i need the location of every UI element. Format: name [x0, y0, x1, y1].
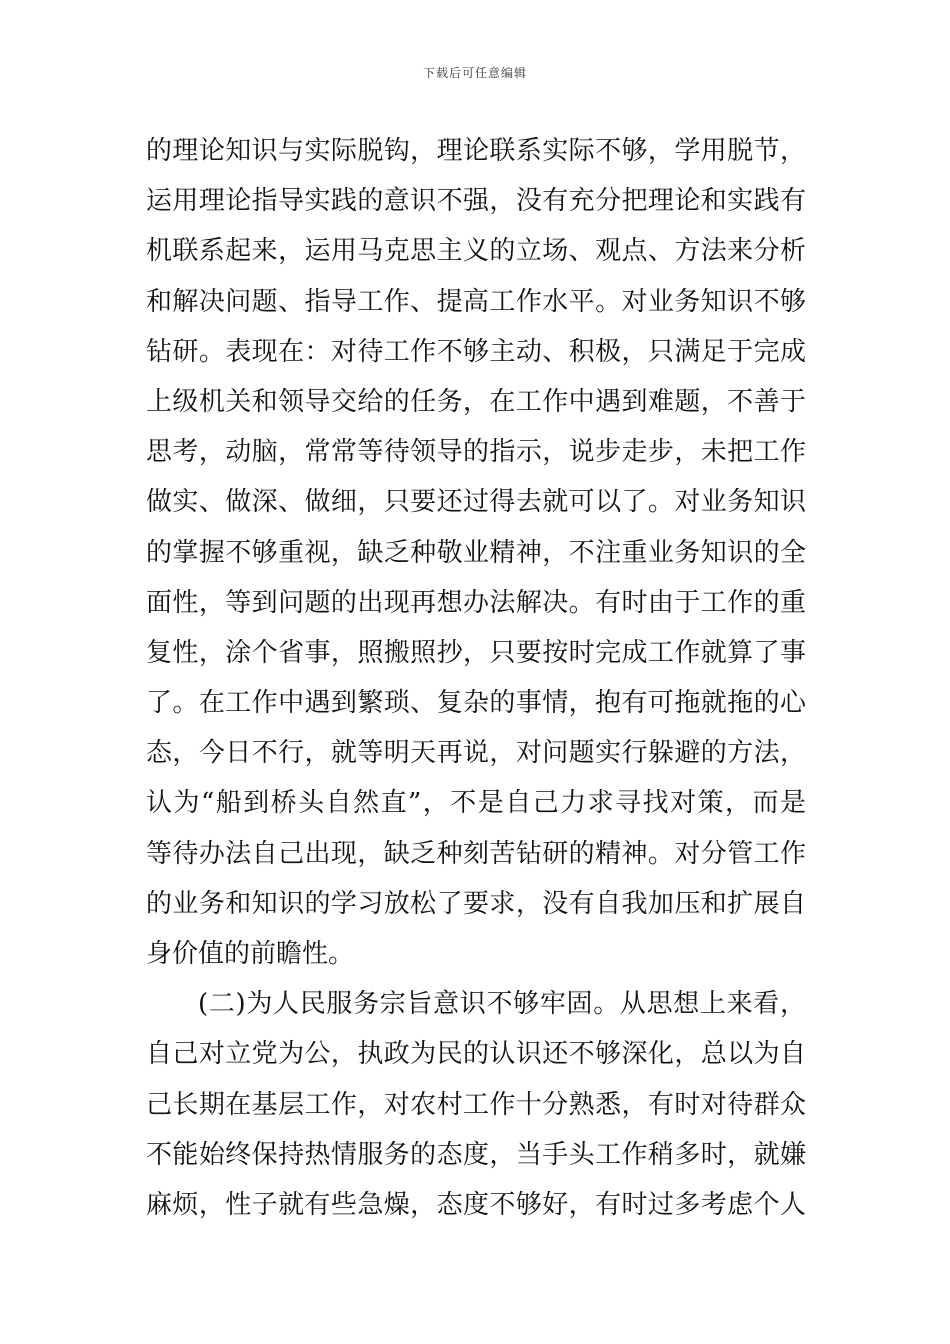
text-line: 的掌握不够重视，缺乏种敬业精神，不注重业务知识的全 — [146, 537, 806, 568]
paragraph-end-line: 身价值的前瞻性。 — [146, 939, 355, 969]
text-line: 运用理论指导实践的意识不强，没有充分把理论和实践有 — [146, 186, 806, 217]
text-line: 的业务和知识的学习放松了要求，没有自我加压和扩展自 — [146, 888, 806, 919]
document-body — [146, 126, 806, 1230]
text-line: 态，今日不行，就等明天再说，对问题实行躲避的方法， — [146, 738, 806, 769]
text-line: 等待办法自己出现，缺乏种刻苦钻研的精神。对分管工作 — [146, 838, 806, 869]
text-line: 面性，等到问题的出现再想办法解决。有时由于工作的重 — [146, 587, 806, 618]
text-line: 不能始终保持热情服务的态度，当手头工作稍多时，就嫌 — [146, 1139, 806, 1170]
text-line: 麻烦，性子就有些急燥，态度不够好，有时过多考虑个人 — [146, 1189, 806, 1220]
paragraph-start-line: (二)为人民服务宗旨意识不够牢固。从思想上来看， — [198, 989, 806, 1020]
text-line: 认为“船到桥头自然直”，不是自己力求寻找对策，而是 — [146, 788, 806, 819]
text-line: 的理论知识与实际脱钩，理论联系实际不够，学用脱节， — [146, 136, 806, 166]
text-line: 做实、做深、做细，只要还过得去就可以了。对业务知识 — [146, 487, 806, 518]
text-line: 上级机关和领导交给的任务，在工作中遇到难题，不善于 — [146, 386, 806, 417]
text-line: 钻研。表现在：对待工作不够主动、积极，只满足于完成 — [146, 336, 806, 367]
text-line: 了。在工作中遇到繁琐、复杂的事情，抱有可拖就拖的心 — [146, 688, 806, 719]
text-line: 复性，涂个省事，照搬照抄，只要按时完成工作就算了事 — [146, 637, 806, 668]
text-line: 己长期在基层工作，对农村工作十分熟悉，有时对待群众 — [146, 1089, 806, 1120]
page-header: 下载后可任意编辑 — [422, 66, 527, 80]
text-line: 机联系起来，运用马克思主义的立场、观点、方法来分析 — [146, 236, 806, 267]
text-line: 思考，动脑，常常等待领导的指示，说步走步，未把工作 — [146, 437, 806, 468]
text-line: 和解决问题、指导工作、提高工作水平。对业务知识不够 — [146, 286, 806, 317]
text-line: 自己对立党为公，执政为民的认识还不够深化，总以为自 — [146, 1039, 806, 1070]
